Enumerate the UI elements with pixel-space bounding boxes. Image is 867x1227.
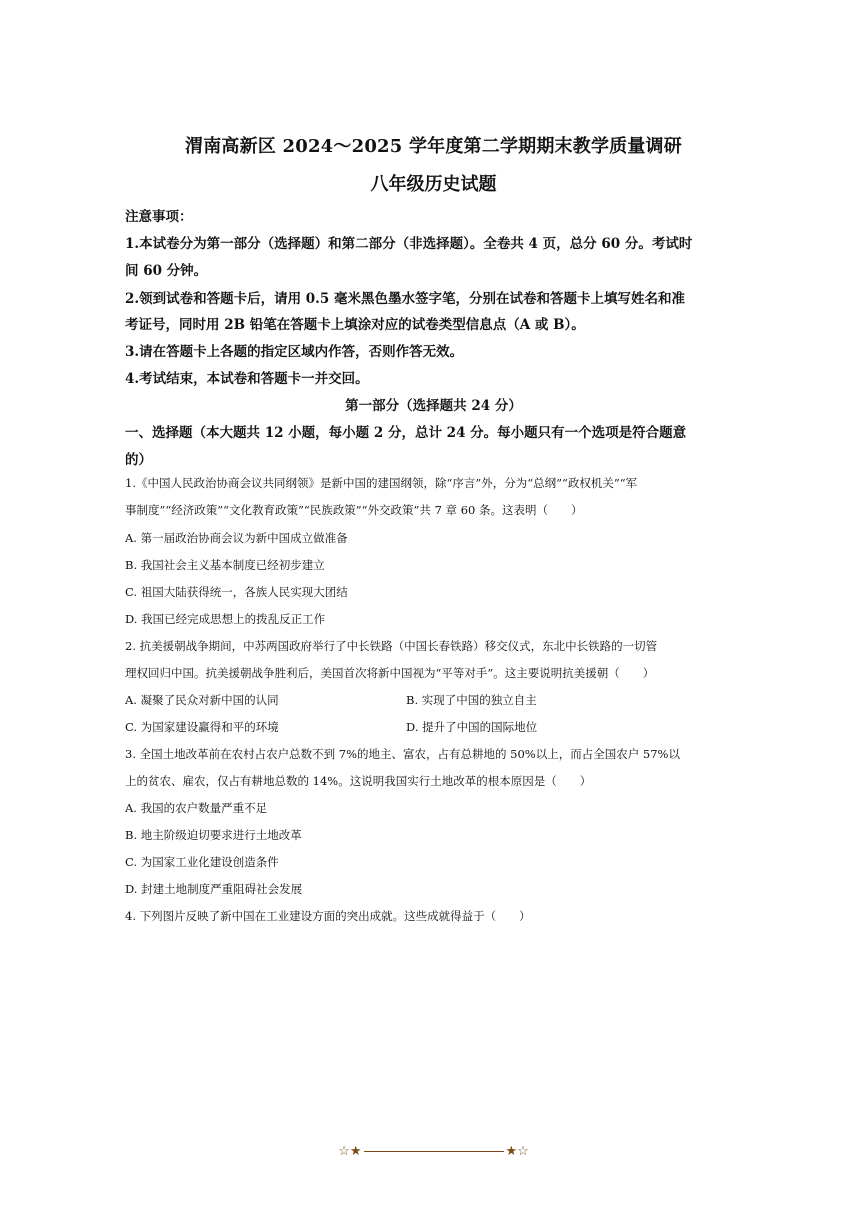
question-4-stem: 4. 下列图片反映了新中国在工业建设方面的突出成就。这些成就得益于（ ） — [125, 909, 531, 923]
question-3-option-c: C. 为国家工业化建设创造条件 — [125, 855, 279, 869]
question-1-option-d: D. 我国已经完成思想上的拨乱反正工作 — [125, 612, 326, 626]
question-1-stem: 事制度”“经济政策”“文化教育政策”“民族政策”“外交政策”共 7 章 60 条。这表明（ ） — [125, 503, 583, 517]
notice-line: 1.本试卷分为第一部分（选择题）和第二部分（非选择题）。全卷共 4 页，总分 60 分。考试时 — [125, 236, 693, 252]
notice-heading: 注意事项： — [125, 209, 193, 225]
question-1-stem: 1.《中国人民政治协商会议共同纲领》是新中国的建国纲领，除“序言”外，分为“总纲”“政权机关”“军 — [125, 476, 638, 490]
question-2-option-c: C. 为国家建设赢得和平的环境 — [125, 720, 279, 734]
question-1-option-b: B. 我国社会主义基本制度已经初步建立 — [125, 558, 325, 572]
section-instructions: 的） — [125, 452, 152, 468]
page-footer-ornament — [0, 1144, 867, 1159]
question-2-option-b: B. 实现了中国的独立自主 — [406, 693, 537, 707]
question-3-option-a: A. 我国的农户数量严重不足 — [125, 801, 268, 815]
question-2-option-d: D. 提升了中国的国际地位 — [406, 720, 538, 734]
question-2-option-a: A. 凝聚了民众对新中国的认同 — [125, 693, 279, 707]
footer-divider — [364, 1151, 504, 1152]
part1-heading: 第一部分（选择题共 24 分） — [345, 398, 522, 414]
section-instructions: 一、选择题（本大题共 12 小题，每小题 2 分，总计 24 分。每小题只有一个选项是符合题意 — [125, 425, 687, 441]
question-1-option-c: C. 祖国大陆获得统一，各族人民实现大团结 — [125, 585, 348, 599]
star-icon: ★☆ — [505, 1144, 529, 1159]
notice-line: 3.请在答题卡上各题的指定区域内作答，否则作答无效。 — [125, 344, 464, 360]
question-1-option-a: A. 第一届政治协商会议为新中国成立做准备 — [125, 531, 348, 545]
notice-line: 间 60 分钟。 — [125, 263, 208, 279]
question-2-stem: 理权回归中国。抗美援朝战争胜利后，美国首次将新中国视为“平等对手”。这主要说明抗美援朝（ ） — [125, 666, 655, 680]
star-icon: ☆★ — [338, 1144, 362, 1159]
question-3-stem: 3. 全国土地改革前在农村占农户总数不到 7%的地主、富农，占有总耕地的 50%以上，而占全国农户 57%以 — [125, 747, 680, 761]
question-3-option-b: B. 地主阶级迫切要求进行土地改革 — [125, 828, 302, 842]
exam-title: 渭南高新区 2024～2025 学年度第二学期期末教学质量调研 — [185, 136, 682, 157]
question-3-stem: 上的贫农、雇农，仅占有耕地总数的 14%。这说明我国实行土地改革的根本原因是（ ） — [125, 774, 592, 788]
notice-line: 2.领到试卷和答题卡后，请用 0.5 毫米黑色墨水签字笔，分别在试卷和答题卡上填写姓名和准 — [125, 291, 685, 307]
question-3-option-d: D. 封建土地制度严重阻碍社会发展 — [125, 882, 303, 896]
exam-subtitle: 八年级历史试题 — [370, 174, 497, 195]
question-2-stem: 2. 抗美援朝战争期间，中苏两国政府举行了中长铁路（中国长春铁路）移交仪式，东北中长铁路的一切管 — [125, 639, 658, 653]
notice-line: 考证号，同时用 2B 铅笔在答题卡上填涂对应的试卷类型信息点（A 或 B）。 — [125, 317, 585, 333]
notice-line: 4.考试结束，本试卷和答题卡一并交回。 — [125, 371, 369, 387]
